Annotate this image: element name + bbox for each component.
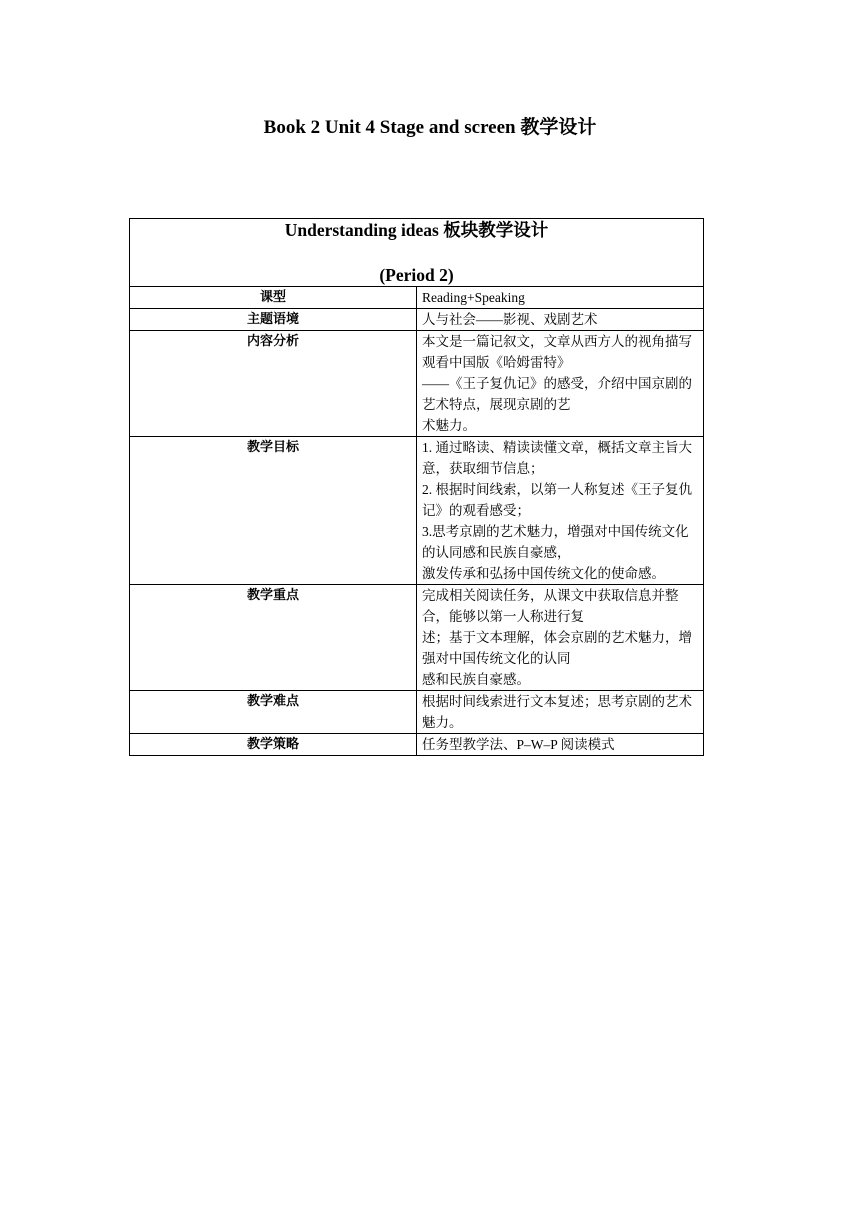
content-line: 人与社会——影视、戏剧艺术: [422, 312, 598, 327]
row-label-teaching-strategy: 教学策略: [130, 734, 417, 756]
row-label-key-points: 教学重点: [130, 585, 417, 691]
table-heading-period: (Period 2): [379, 265, 454, 285]
content-line: 完成相关阅读任务，从课文中获取信息并整合，能够以第一人称进行复: [422, 588, 679, 624]
content-line: 1. 通过略读、精读读懂文章，概括文章主旨大意，获取细节信息；: [422, 440, 692, 476]
table-row-key-points: [130, 585, 704, 691]
table-row-teaching-objectives: [130, 437, 704, 585]
table-row-difficult-points: [130, 691, 704, 734]
content-line: 感和民族自豪感。: [422, 672, 530, 687]
content-line: 述；基于文本理解，体会京剧的艺术魅力，增强对中国传统文化的认同: [422, 630, 692, 666]
row-content-content-analysis: [417, 331, 704, 437]
content-line: 根据时间线索进行文本复述；思考京剧的艺术魅力。: [422, 694, 692, 730]
lesson-plan-table: [129, 218, 704, 756]
row-content-teaching-objectives: [417, 437, 704, 585]
row-content-teaching-strategy: [417, 734, 704, 756]
row-label-lesson-type: 课型: [130, 287, 417, 309]
content-line: 激发传承和弘扬中国传统文化的使命感。: [422, 566, 665, 581]
content-line: 3.思考京剧的艺术魅力，增强对中国传统文化的认同感和民族自豪感，: [422, 524, 689, 560]
table-row-content-analysis: [130, 331, 704, 437]
content-line: 2. 根据时间线索，以第一人称复述《王子复仇记》的观看感受；: [422, 482, 692, 518]
table-heading-title: Understanding ideas 板块教学设计: [284, 220, 549, 240]
table-row-teaching-strategy: [130, 734, 704, 756]
content-line: 术魅力。: [422, 418, 476, 433]
row-label-teaching-objectives: 教学目标: [130, 437, 417, 585]
row-content-key-points: [417, 585, 704, 691]
content-line: 本文是一篇记叙文，文章从西方人的视角描写观看中国版《哈姆雷特》: [422, 334, 692, 370]
table-row-lesson-type: [130, 287, 704, 309]
table-row-theme-context: [130, 309, 704, 331]
row-content-theme-context: [417, 309, 704, 331]
table-header-row: [130, 219, 704, 287]
content-line: 任务型教学法、P–W–P 阅读模式: [422, 737, 615, 752]
row-label-difficult-points: 教学难点: [130, 691, 417, 734]
content-line: ——《王子复仇记》的感受，介绍中国京剧的艺术特点，展现京剧的艺: [422, 376, 692, 412]
document-title: Book 2 Unit 4 Stage and screen 教学设计: [263, 117, 597, 138]
content-line: Reading+Speaking: [422, 290, 525, 305]
row-content-lesson-type: [417, 287, 704, 309]
row-content-difficult-points: [417, 691, 704, 734]
table-heading: [130, 219, 704, 287]
row-label-content-analysis: 内容分析: [130, 331, 417, 437]
row-label-theme-context: 主题语境: [130, 309, 417, 331]
